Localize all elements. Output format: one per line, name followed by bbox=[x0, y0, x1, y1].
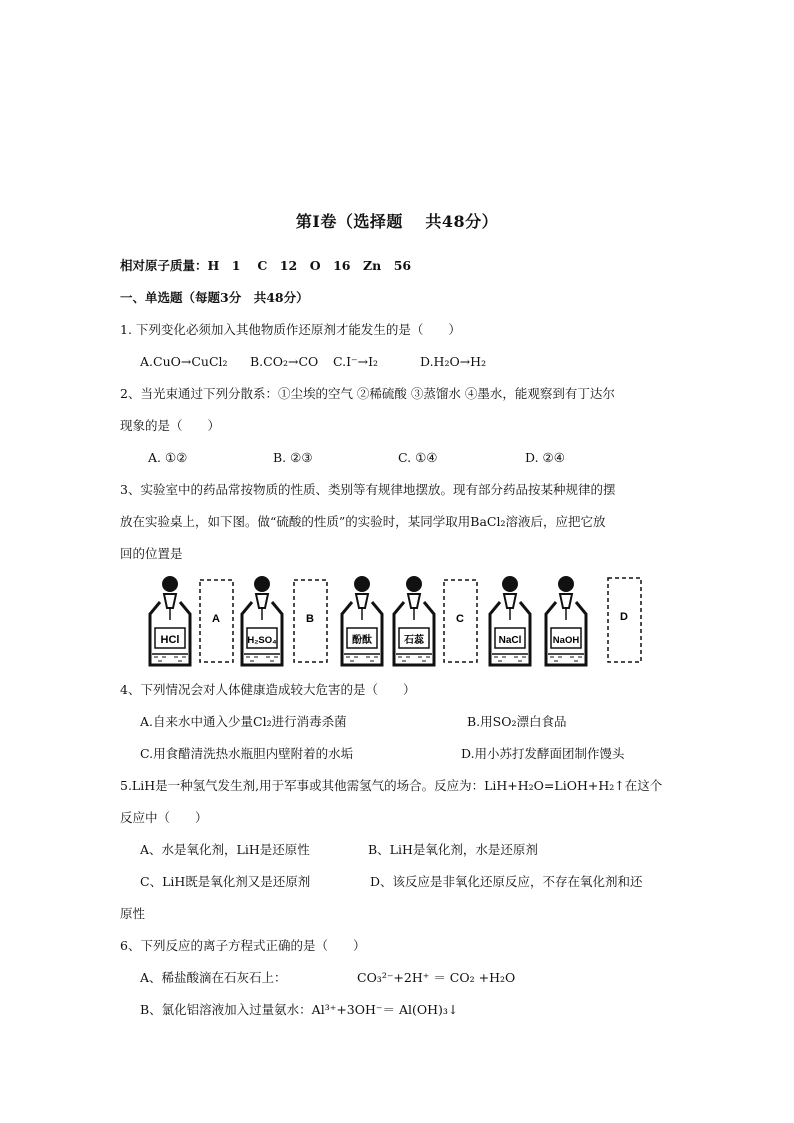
phenolphthalein-bottle bbox=[342, 576, 382, 665]
q1-option-d: D.H₂O→H₂ bbox=[420, 354, 487, 369]
question-3-line-3: 回的位置是 bbox=[120, 546, 183, 561]
q4-option-d: D.用小苏打发酵面团制作馒头 bbox=[461, 746, 625, 761]
naoh-bottle bbox=[546, 576, 586, 665]
hcl-bottle bbox=[150, 576, 190, 665]
question-5-line-1: 5.LiH是一种氢气发生剂,用于军事或其他需氢气的场合。反应为：LiH+H₂O=LiOH+H₂↑在这个 bbox=[120, 778, 663, 793]
h2so4-bottle bbox=[242, 576, 282, 665]
q2-option-b: B. ②③ bbox=[273, 450, 313, 465]
naoh-label: NaOH bbox=[552, 635, 580, 646]
q1-option-a: A.CuO→CuCl₂ bbox=[140, 354, 228, 369]
question-2-stem: 2、当光束通过下列分散系：①尘埃的空气 ②稀硫酸 ③蒸馏水 ④墨水，能观察到有丁达尔 bbox=[120, 386, 615, 401]
slot-a-label: A bbox=[212, 613, 220, 625]
slot-c bbox=[444, 580, 477, 662]
section-heading: 一、单选题（每题3分 共48分） bbox=[120, 290, 309, 305]
h2so4-label: H₂SO₄ bbox=[247, 635, 277, 646]
atomic-mass-line: 相对原子质量：H 1 C 12 O 16 Zn 56 bbox=[120, 258, 412, 273]
q5-option-d-cont: 原性 bbox=[120, 906, 146, 921]
slot-d bbox=[608, 578, 641, 662]
slot-a bbox=[200, 580, 233, 662]
reagent-shelf-figure bbox=[146, 568, 646, 668]
question-6-stem: 6、下列反应的离子方程式正确的是（ ） bbox=[120, 938, 366, 953]
slot-d-label: D bbox=[620, 611, 628, 623]
q6-option-a-label: A、稀盐酸滴在石灰石上： bbox=[140, 970, 287, 985]
hcl-label: HCl bbox=[160, 634, 180, 646]
q2-option-d: D. ②④ bbox=[525, 450, 565, 465]
exam-section-title: 第Ⅰ卷（选择题 共48分） bbox=[295, 212, 499, 231]
question-5-line-2: 反应中（ ） bbox=[120, 810, 208, 825]
nacl-bottle bbox=[490, 576, 530, 665]
q5-option-c: C、LiH既是氧化剂又是还原剂 bbox=[140, 874, 311, 889]
q5-option-d: D、该反应是非氧化还原反应，不存在氧化剂和还 bbox=[370, 874, 643, 889]
q2-option-a: A. ①② bbox=[148, 450, 188, 465]
question-1-stem: 1. 下列变化必须加入其他物质作还原剂才能发生的是（ ） bbox=[120, 322, 461, 337]
q2-option-c: C. ①④ bbox=[398, 450, 438, 465]
phenolphthalein-label: 酚酞 bbox=[352, 635, 372, 646]
question-3-line-2: 放在实验桌上，如下图。做“硫酸的性质”的实验时，某同学取用BaCl₂溶液后，应把它放 bbox=[120, 514, 606, 529]
slot-c-label: C bbox=[456, 613, 464, 625]
question-2-stem-cont: 现象的是（ ） bbox=[120, 418, 221, 433]
litmus-label: 石蕊 bbox=[404, 635, 424, 646]
q4-option-a: A.自来水中通入少量Cl₂进行消毒杀菌 bbox=[140, 714, 347, 729]
q1-option-b: B.CO₂→CO bbox=[250, 354, 319, 369]
slot-b bbox=[294, 580, 327, 662]
litmus-bottle bbox=[394, 576, 434, 665]
q6-option-a-equation: CO₃²⁻+2H⁺ ＝ CO₂ +H₂O bbox=[357, 970, 516, 985]
question-4-stem: 4、下列情况会对人体健康造成较大危害的是（ ） bbox=[120, 682, 416, 697]
q6-option-b: B、氯化铝溶液加入过量氨水：Al³⁺+3OH⁻＝ Al(OH)₃↓ bbox=[140, 1002, 459, 1017]
q5-option-b: B、LiH是氧化剂，水是还原剂 bbox=[368, 842, 538, 857]
q1-option-c: C.I⁻→I₂ bbox=[333, 354, 379, 369]
nacl-label: NaCl bbox=[498, 635, 522, 646]
q5-option-a: A、水是氧化剂，LiH是还原性 bbox=[140, 842, 310, 857]
q4-option-c: C.用食醋清洗热水瓶胆内壁附着的水垢 bbox=[140, 746, 354, 761]
q4-option-b: B.用SO₂漂白食品 bbox=[467, 714, 567, 729]
question-3-line-1: 3、实验室中的药品常按物质的性质、类别等有规律地摆放。现有部分药品按某种规律的摆 bbox=[120, 482, 616, 497]
slot-b-label: B bbox=[306, 613, 314, 625]
